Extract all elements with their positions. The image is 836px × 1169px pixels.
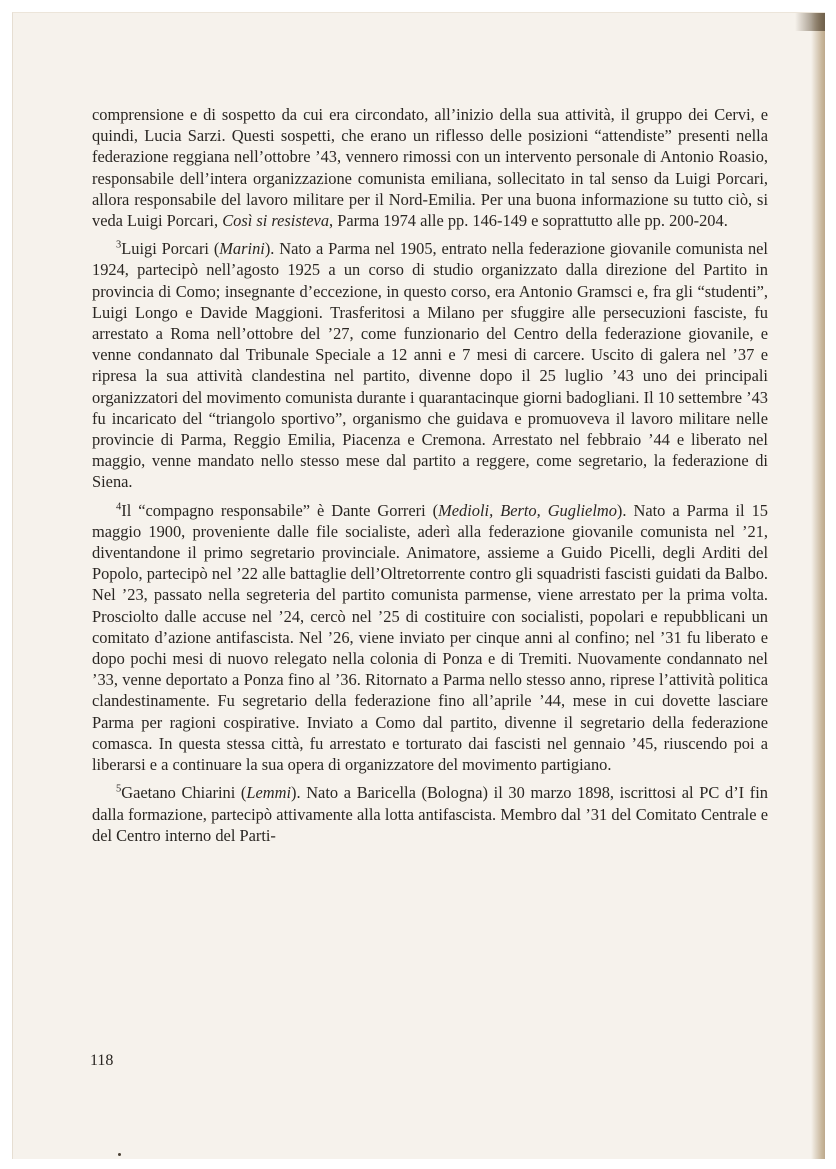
footnote-body: ). Nato a Parma nel 1905, entrato nella federazione giovanile comunista nel 1924, partecipò nell’agosto 1925 a un corso di studio organizzato dalla direzione del Partito in provincia di Como; insegnante d’eccezione, in questo corso, era Antonio Gramsci e, fra gli “studenti”, Luigi Longo e Davide Maggioni. Trasferitosi a Milano per sfuggire alle persecuzioni fasciste, fu arrestato a Roma nell’ottobre del ’27, come funzionario del Centro della federazione giovanile, e venne condannato dal Tribunale Speciale a 12 anni e 7 mesi di carcere. Uscito di galera nel ’37 e ripresa la sua attività clandestina nel partito, divenne dopo il 25 luglio ’43 uno dei principali organizzatori del movimento comunista durante i quarantacinque giorni badogliani. Il 10 settembre ’43 fu incaricato del “triangolo sportivo”, organismo che guidava e promuoveva il lavoro militare nelle provincie di Parma, Reggio Emilia, Piacenza e Cremona. Arrestato nel febbraio ’44 e liberato nel maggio, venne mandato nello stesso mese dal partito a reggere, come segretario, la federazione di Siena.: [92, 239, 768, 492]
footnote-3: [92, 238, 768, 492]
footnote-lead: Luigi Porcari (: [121, 239, 220, 259]
scan-speck: [118, 1153, 121, 1156]
footnote-body: ). Nato a Parma il 15 maggio 1900, proveniente dalle file socialiste, aderì alla federazione giovanile comunista nel ’21, diventandone il primo segretario provinciale. Animatore, assieme a Guido Picelli, degli Arditi del Popolo, partecipò nel ’22 alle battaglie dell’Oltretorrente contro gli squadristi fascisti guidati da Balbo. Nel ’23, passato nella segreteria del partito comunista parmense, viene arrestato per la prima volta. Prosciolto dalle accuse nel ’24, cercò nel ’25 di costituire con socialisti, popolari e repubblicani un comitato d’azione antifascista. Nel ’26, viene inviato per cinque anni al confino; nel ’31 fu liberato e dopo pochi mesi di nuovo relegato nella colonia di Ponza e di Tremiti. Nuovamente condannato nel ’33, venne deportato a Ponza fino al ’36. Ritornato a Parma nello stesso anno, riprese l’attività politica clandestinamente. Fu segretario della federazione fino all’aprile ’44, mese in cui dovette lasciare Parma per ragioni cospirative. Inviato a Como dal partito, divenne il segretario della federazione comasca. In questa stessa città, fu arrestato e torturato dai fascisti nel gennaio ’45, riuscendo poi a liberarsi e a continuare la sua opera di organizzatore del movimento partigiano.: [92, 500, 768, 775]
footnote-number: 5: [116, 783, 122, 795]
footnote-alias: Marini: [219, 239, 265, 259]
footnote-lead: Il “compagno responsabile” è Dante Gorreri (: [121, 500, 439, 520]
footnote-5: [92, 782, 768, 846]
book-title: Così si resisteva: [222, 211, 330, 231]
footnote-alias: Lemmi: [246, 783, 291, 803]
page-number: 118: [90, 1052, 114, 1069]
page-corner-shadow: [795, 13, 825, 31]
footnote-lead: Gaetano Chiarini (: [121, 783, 247, 803]
footnotes-text: [92, 104, 768, 846]
footnote-alias: Medioli, Berto, Guglielmo: [438, 500, 617, 520]
footnote-4: [92, 500, 768, 776]
continued-footnote: [92, 104, 768, 231]
footnote-number: 4: [116, 501, 122, 513]
footnote-body: ). Nato a Baricella (Bologna) il 30 marzo 1898, iscrittosi al PC d’I fin dalla formazione, partecipò attivamente alla lotta antifascista. Membro dal ’31 del Comitato Centrale e del Centro interno del Parti-: [92, 783, 768, 845]
footnote-number: 3: [116, 239, 122, 251]
page-gutter-shadow: [811, 13, 825, 1159]
continued-footnote-text-start: comprensione e di sospetto da cui era circondato, all’inizio della sua attività, il gruppo dei Cervi, e quindi, Lucia Sarzi. Questi sospetti, che erano un riflesso delle posizioni “attendiste” presenti nella federazione reggiana nell’ottobre ’43, vennero rimossi con un intervento personale di Antonio Roasio, responsabile dell’intera organizzazione comunista emiliana, sollecitato in tal senso da Luigi Porcari, allora responsabile del lavoro militare per il Nord-Emilia. Per una buona informazione su tutto ciò, si veda Luigi Porcari,: [92, 105, 768, 231]
continued-footnote-text-end: , Parma 1974 alle pp. 146-149 e soprattutto alle pp. 200-204.: [329, 211, 728, 231]
